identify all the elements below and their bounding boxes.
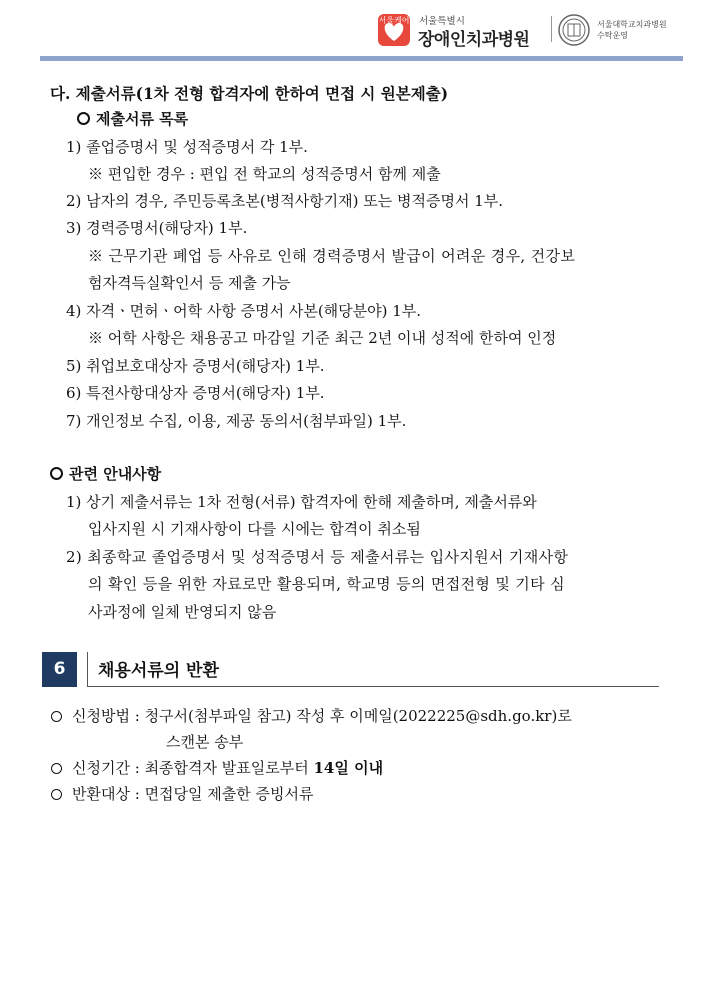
section-underline [87, 686, 659, 687]
circle-bullet-icon [50, 467, 63, 480]
circle-bullet-icon [51, 763, 62, 774]
header-divider [551, 16, 552, 42]
univ-name: 서울대학교치과병원 [597, 20, 667, 29]
list-item: 5) 취업보호대상자 증명서(해당자) 1부. [66, 357, 325, 375]
period-emphasis: 14일 이내 [313, 759, 384, 777]
header-subtitle: 서울특별시 [419, 16, 465, 27]
section-divider [87, 652, 88, 687]
notice-item-cont: 의 확인 등을 위한 자료로만 활용되며, 학교명 등의 면접전형 및 기타 심 [88, 575, 565, 593]
list-note: ※ 어학 사항은 채용공고 마감일 기준 최근 2년 이내 성적에 한하여 인정 [88, 329, 557, 347]
list-item: 1) 졸업증명서 및 성적증명서 각 1부. [66, 138, 308, 156]
return-method-row: 신청방법 : 청구서(첨부파일 참고) 작성 후 이메일(2022225@sdh.go.kr)로 [51, 705, 572, 726]
submission-list-title: 제출서류 목록 [77, 108, 188, 129]
list-item: 4) 자격ㆍ면허ㆍ어학 사항 증명서 사본(해당분야) 1부. [66, 302, 422, 320]
notice-item-cont: 입사지원 시 기재사항이 다를 시에는 합격이 취소됨 [88, 520, 421, 538]
return-period-row: 신청기간 : 최종합격자 발표일로부터 14일 이내 [51, 757, 383, 778]
hospital-name: 장애인치과병원 [418, 30, 530, 50]
list-item: 6) 특전사항대상자 증명서(해당자) 1부. [66, 384, 325, 402]
page-header [0, 0, 720, 60]
list-note: ※ 근무기관 폐업 등 사유로 인해 경력증명서 발급이 어려운 경우, 건강보 [88, 247, 576, 265]
list-item: 7) 개인정보 수집, 이용, 제공 동의서(첨부파일) 1부. [66, 412, 407, 430]
circle-bullet-icon [51, 711, 62, 722]
section-d-heading: 다. 제출서류(1차 전형 합격자에 한하여 면접 시 원본제출) [50, 84, 449, 103]
list-item: 2) 남자의 경우, 주민등록초본(병적사항기재) 또는 병적증명서 1부. [66, 192, 504, 210]
header-bar [40, 56, 683, 61]
list-note-cont: 험자격득실확인서 등 제출 가능 [88, 274, 291, 292]
notice-item: 2) 최종학교 졸업증명서 및 성적증명서 등 제출서류는 입사지원서 기재사항 [66, 548, 569, 566]
return-target-row: 반환대상 : 면접당일 제출한 증빙서류 [51, 783, 314, 804]
circle-bullet-icon [51, 789, 62, 800]
circle-bullet-icon [77, 112, 90, 125]
list-note: ※ 편입한 경우 : 편입 전 학교의 성적증명서 함께 제출 [88, 165, 441, 183]
related-title: 관련 안내사항 [50, 463, 161, 484]
notice-item-cont: 사과정에 일체 반영되지 않음 [88, 603, 277, 621]
section-number-badge: 6 [42, 652, 77, 687]
seoul-care-label: 서울케어 [378, 16, 410, 25]
list-item: 3) 경력증명서(해당자) 1부. [66, 219, 248, 237]
return-method-cont: 스캔본 송부 [166, 733, 244, 751]
notice-item: 1) 상기 제출서류는 1차 전형(서류) 합격자에 한해 제출하며, 제출서류와 [66, 493, 537, 511]
section-title: 채용서류의 반환 [98, 661, 219, 681]
univ-operation: 수탁운영 [597, 31, 628, 40]
university-seal-icon [558, 14, 590, 46]
